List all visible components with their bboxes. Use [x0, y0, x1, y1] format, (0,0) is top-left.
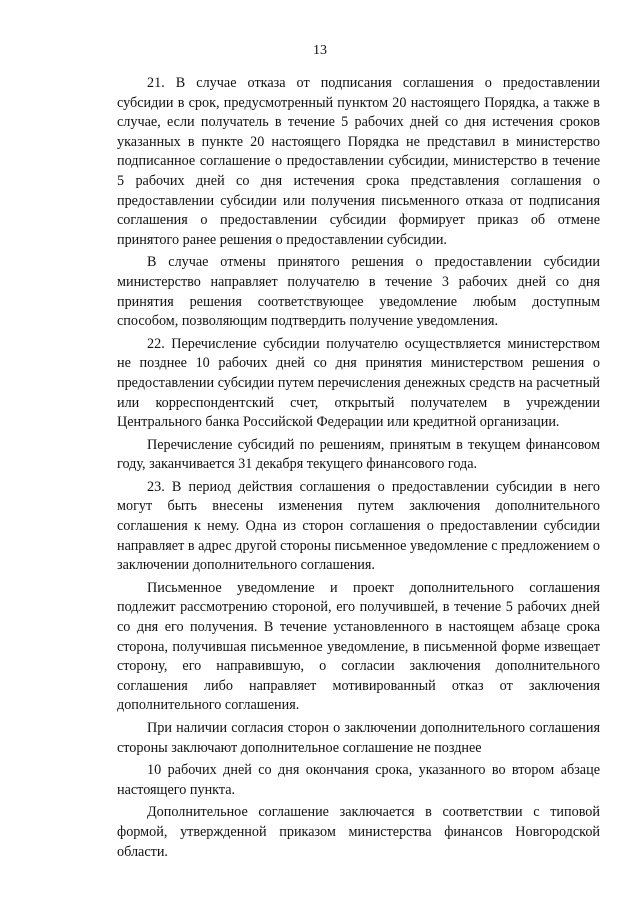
document-body [117, 74, 600, 865]
paragraph-transfer-deadline: Перечисление субсидий по решениям, принятым в текущем финансовом году, заканчивается 31 декабря текущего финансового года. [117, 436, 600, 473]
page-number: 13 [313, 43, 327, 58]
paragraph-23: 23. В период действия соглашения о предоставлении субсидии в него могут быть внесены изменения путем заключения дополнительного соглашения к нему. Одна из сторон соглашения о предоставлении субсидии направляет в адрес другой стороны письменное уведомление с предложением о заключении дополнительного соглашения. [117, 478, 600, 574]
paragraph-ten-days: 10 рабочих дней со дня окончания срока, указанного во втором абзаце настоящего пункта. [117, 762, 600, 798]
paragraph-22: 22. Перечисление субсидии получателю осуществляется министерством не позднее 10 рабочих дней со дня принятия министерством решения о предоставлении субсидии путем перечисления денежных средств на расчетный или корреспондентский счет, открытый получателем в учреждении Центрального банка Российской Федерации или кредитной организации. [117, 335, 600, 431]
paragraph-written-notice: Письменное уведомление и проект дополнительного соглашения подлежит рассмотрению стороной, его получившей, в течение 5 рабочих дней со дня его получения. В течение установленного в настоящем абзаце срока сторона, получившая письменное уведомление, в письменной форме извещает сторону, его направившую, о согласии заключения дополнительного соглашения либо направляет мотивированный отказ от заключения дополнительного соглашения. [117, 579, 600, 714]
paragraph-agreement-consent: При наличии согласия сторон о заключении дополнительного соглашения стороны заключают дополнительное соглашение не позднее [117, 720, 600, 756]
paragraph-21: 21. В случае отказа от подписания соглашения о предоставлении субсидии в срок, предусмотренный пунктом 20 настоящего Порядка, а также в случае, если получатель в течение 5 рабочих дней со дня истечения сроков указанных в пункте 20 настоящего Порядка не представил в министерство подписанное соглашение о предоставлении субсидии, министерство в течение 5 рабочих дней со дня истечения срока представления соглашения о предоставлении субсидии или получения письменного отказа от подписания соглашения о предоставлении субсидии формирует приказ об отмене принятого ранее решения о предоставлении субсидии. [117, 75, 600, 248]
paragraph-typical-form: Дополнительное соглашение заключается в соответствии с типовой формой, утвержденной приказом министерства финансов Новгородской области. [117, 804, 600, 860]
paragraph-cancel-decision: В случае отмены принятого решения о предоставлении субсидии министерство направляет получателю в течение 3 рабочих дней со дня принятия решения соответствующее уведомление любым доступным способом, позволяющим подтвердить получение уведомления. [117, 254, 600, 330]
